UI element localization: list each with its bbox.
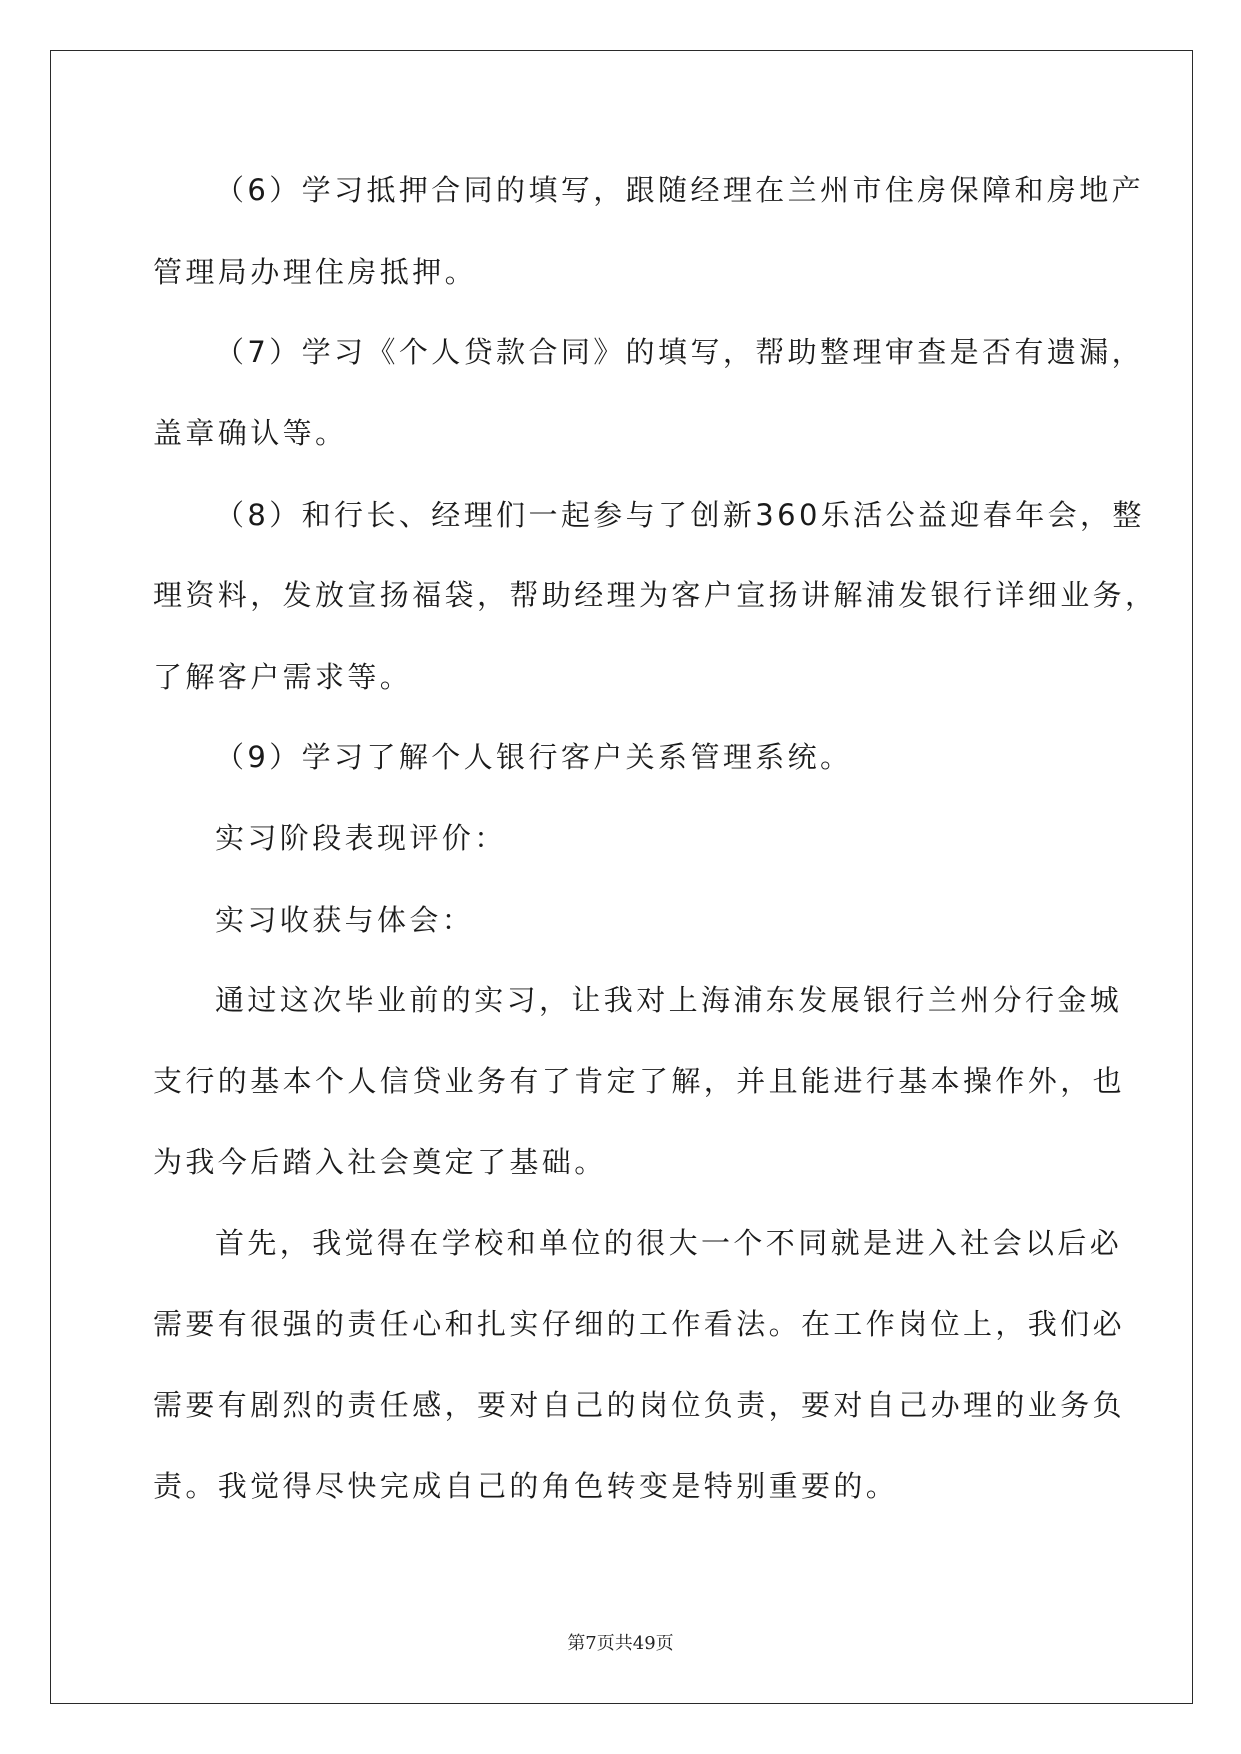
paragraph-line: （6）学习抵押合同的填写，跟随经理在兰州市住房保障和房地产 [215, 173, 1145, 207]
paragraph-line: 需要有很强的责任心和扎实仔细的工作看法。在工作岗位上，我们必 [153, 1307, 1126, 1341]
paragraph-line: 支行的基本个人信贷业务有了肯定了解，并且能进行基本操作外，也 [153, 1064, 1126, 1098]
page-number: 第7页 [567, 1633, 615, 1654]
paragraph-line: 管理局办理住房抵押。 [153, 255, 478, 289]
paragraph-line: 责。我觉得尽快完成自己的角色转变是特别重要的。 [153, 1469, 899, 1503]
paragraph-line: 首先，我觉得在学校和单位的很大一个不同就是进入社会以后必 [215, 1226, 1123, 1260]
paragraph-line: 盖章确认等。 [153, 416, 348, 450]
page-footer [0, 1631, 1241, 1657]
paragraph-line: 为我今后踏入社会奠定了基础。 [153, 1145, 607, 1179]
section-label: 实习收获与体会： [215, 903, 475, 937]
paragraph-line: （7）学习《个人贷款合同》的填写，帮助整理审查是否有遗漏， [215, 335, 1145, 369]
page-total: 共49页 [614, 1633, 674, 1654]
paragraph-line: 需要有剧烈的责任感，要对自己的岗位负责，要对自己办理的业务负 [153, 1388, 1126, 1422]
paragraph-line: 理资料，发放宣扬福袋，帮助经理为客户宣扬讲解浦发银行详细业务， [153, 578, 1158, 612]
paragraph-line: （8）和行长、经理们一起参与了创新360乐活公益迎春年会，整 [215, 498, 1145, 532]
paragraph-line: （9）学习了解个人银行客户关系管理系统。 [215, 740, 853, 774]
paragraph-line: 了解客户需求等。 [153, 660, 413, 694]
page-border [50, 50, 1193, 1704]
paragraph-line: 通过这次毕业前的实习，让我对上海浦东发展银行兰州分行金城 [215, 983, 1123, 1017]
section-label: 实习阶段表现评价： [215, 821, 507, 855]
